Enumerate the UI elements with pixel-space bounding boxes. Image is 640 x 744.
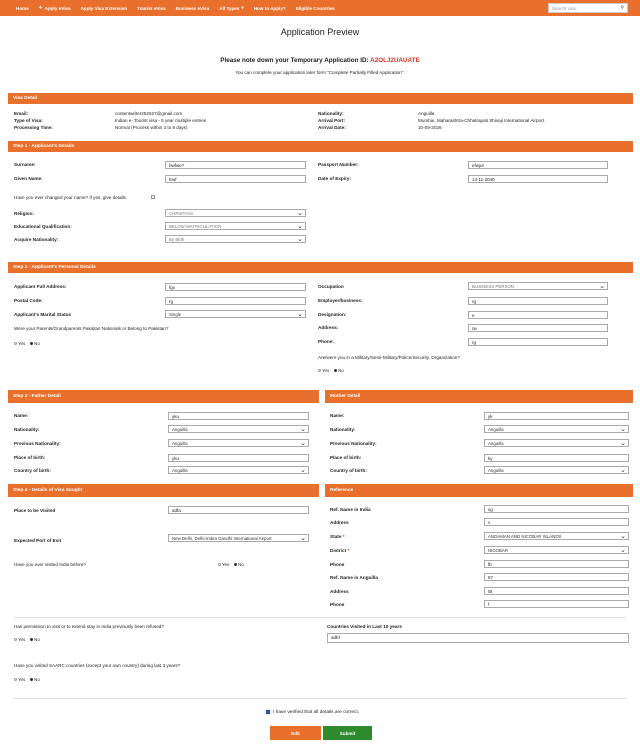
address-field[interactable]: fgx [165, 283, 306, 291]
ref-state-label: State * [330, 534, 345, 539]
arrival-port-label: Arrival Port: [318, 118, 346, 123]
employer-address-field[interactable]: rw [468, 324, 608, 332]
countries-visited-label: Countries Visited in Last 10 years [327, 624, 402, 629]
nav-how-to-apply[interactable]: How to Apply? [253, 5, 286, 11]
search-icon[interactable]: ⚲ [620, 5, 624, 11]
chevron-down-icon: ⌄ [300, 467, 306, 474]
surname-label: Surname: [14, 162, 36, 167]
ref-india-label: Ref. Name in India [330, 507, 371, 512]
given-name-field[interactable]: Ewf [165, 175, 306, 183]
nav-all-types[interactable]: All Types ▾ [219, 5, 244, 11]
step3-header: Step 3 - Father Detail [8, 390, 319, 403]
father-pob-field[interactable]: yku [168, 454, 309, 462]
father-prev-nationality-label: Previous Nationality: [14, 441, 61, 446]
occupation-select[interactable]: BUSINESS PERSON ⌄ [468, 282, 608, 290]
visa-detail-header: Visa Detail [8, 93, 633, 104]
radio-no[interactable]: No [30, 677, 40, 682]
employer-phone-label: Phone: [318, 339, 334, 344]
step1-header: Step 1 - Applicant's Details [8, 141, 633, 152]
marital-select[interactable]: Single ⌄ [165, 310, 306, 318]
mother-cob-label: Country of birth: [330, 468, 367, 473]
father-nationality-label: Nationality: [14, 427, 40, 432]
ref-home-label: Ref. Name in Anguilla [330, 575, 379, 580]
designation-field[interactable]: e [468, 311, 608, 319]
visa-type-label: Type of Visa: [14, 118, 43, 123]
nationality-label: Nationality: [318, 111, 344, 116]
ref-phone2-label: Phone [330, 602, 345, 607]
mother-header: Mother Detail [325, 390, 633, 403]
visited-india-question: Have you ever visited India before? [14, 562, 87, 567]
chevron-down-icon: ⌄ [620, 426, 626, 433]
mother-nationality-select[interactable]: Anguilla ⌄ [484, 425, 629, 433]
subnote: You can complete your application later form "Complete Partially Filled Application". [235, 70, 405, 75]
top-nav [0, 0, 640, 16]
father-pob-label: Place of birth: [14, 455, 46, 460]
occupation-label: Occupation [318, 284, 344, 289]
refused-question: Has permission to visit or to extend stay in India previously been refused? [14, 624, 164, 629]
radio-yes[interactable]: Yes [218, 562, 229, 567]
email-label: Email: [14, 111, 29, 116]
ref-india-field[interactable]: xg [484, 505, 629, 513]
processing-label: Processing Time: [14, 125, 53, 130]
visited-india-radio [218, 562, 244, 567]
refused-radio [14, 637, 40, 642]
submit-button[interactable]: Submit [323, 726, 372, 740]
radio-no[interactable]: No [334, 368, 344, 373]
parents-pakistan-radio [14, 341, 40, 346]
chevron-down-icon: ⌄ [297, 311, 303, 318]
ref-phone-field[interactable]: fb [484, 560, 629, 568]
verify-label: I have verified that all details are correct. [273, 710, 360, 715]
step4-header: Step 4 - Details of Visa Sought [8, 484, 319, 497]
chevron-down-icon: ⌄ [297, 236, 303, 243]
passport-field[interactable]: efwjut [468, 161, 608, 169]
divider [14, 698, 626, 699]
ref-state-select[interactable]: ANDAMAN AND NICOBAR ISLANDS ⌄ [484, 532, 629, 540]
countries-visited-field[interactable]: adfd [327, 633, 629, 643]
reference-header: Reference [325, 484, 633, 497]
nav-tourist-evisa[interactable]: Tourist eVisa [137, 5, 166, 11]
chevron-down-icon: ⌄ [620, 547, 626, 554]
arrival-date-label: Arrival Date: [318, 125, 346, 130]
port-exit-select[interactable]: New Delhi, Delhi-Indira Gandhi International Airport ⌄ [168, 534, 309, 542]
ref-home-field[interactable]: 87 [484, 573, 629, 581]
temp-id-note: Please note down your Temporary Application ID: A2OLJ2UAUATE [220, 57, 420, 64]
religion-select[interactable]: CHRISTIAN ⌄ [165, 209, 306, 217]
verify-checkbox[interactable] [266, 710, 270, 714]
saarc-question: Have you visited SAARC countries (except your own country) during last 3 years? [14, 663, 181, 668]
nav-home[interactable]: Home [16, 5, 29, 11]
mother-prev-nationality-select[interactable]: Anguilla ⌄ [484, 439, 629, 447]
ref-address2-label: Address [330, 589, 349, 594]
chevron-down-icon: ⌄ [297, 210, 303, 217]
place-visited-field[interactable]: adfa [168, 506, 309, 514]
father-name-field[interactable]: yku [168, 412, 309, 420]
page-title: Application Preview [280, 27, 360, 37]
mother-name-label: Name: [330, 413, 345, 418]
radio-yes[interactable]: Yes [14, 637, 25, 642]
radio-yes[interactable]: Yes [14, 341, 25, 346]
radio-yes[interactable]: Yes [14, 677, 25, 682]
processing-value: Normal (Process within 3 to 8 days) [115, 125, 188, 130]
military-radio [318, 368, 344, 373]
plane-icon: ✈ [38, 5, 43, 10]
email-value: contentwriter252627@gmail.com [115, 111, 183, 116]
father-cob-select[interactable]: Anguilla ⌄ [168, 466, 309, 474]
expiry-label: Date of Expiry: [318, 176, 352, 181]
arrival-date-value: 10-09-2026 [418, 125, 442, 130]
ref-district-label: District * [330, 548, 350, 553]
education-select[interactable]: BELOW MATRICULATION ⌄ [165, 222, 306, 230]
search-input[interactable]: Search visa... ⚲ [548, 3, 628, 13]
postal-label: Postal Code: [14, 298, 43, 303]
ref-district-select[interactable]: NICOBAR ⌄ [484, 546, 629, 554]
mother-pob-field[interactable]: ky [484, 454, 629, 462]
ref-phone2-field[interactable]: f [484, 600, 629, 608]
religion-label: Religion: [14, 211, 35, 216]
step2-header: Step 2 - Applicant's Personal Details [8, 262, 633, 273]
chevron-down-icon: ⌄ [300, 426, 306, 433]
military-question: Are/were you in a Military/Semi-Military/Police/Security. Organization? [318, 355, 460, 360]
nav-visa-extension[interactable]: Apply Visa Extension [80, 5, 128, 11]
chevron-down-icon: ⌄ [300, 535, 306, 542]
ref-address2-field[interactable]: /B [484, 587, 629, 595]
address-label: Applicant Full Address: [14, 284, 67, 289]
mother-nationality-label: Nationality: [330, 427, 356, 432]
acquire-nationality-label: Acquire Nationality: [14, 237, 59, 242]
mother-cob-select[interactable]: Anguilla ⌄ [484, 466, 629, 474]
place-visited-label: Place to be Visited [14, 508, 56, 513]
father-name-label: Name: [14, 413, 29, 418]
visa-type-value: Indian e- Tourist visa - 5 year multiple entries [115, 118, 207, 123]
radio-no[interactable]: No [234, 562, 244, 567]
nav-apply-evisa[interactable]: ✈ Apply eVisa [38, 5, 71, 11]
education-label: Educational Qualification: [14, 224, 72, 229]
nationality-value: Anguilla [418, 111, 435, 116]
application-id: A2OLJ2UAUATE [370, 57, 420, 64]
designation-label: Designation: [318, 312, 347, 317]
port-exit-label: Expected Port of Exit [14, 538, 62, 543]
chevron-down-icon: ⌄ [300, 440, 306, 447]
chevron-down-icon: ⌄ [620, 533, 626, 540]
ref-phone-label: Phone [330, 562, 345, 567]
postal-field[interactable]: rg [165, 297, 306, 305]
ref-address-label: Address [330, 520, 349, 525]
nav-business-evisa[interactable]: Business eVisa [175, 5, 210, 11]
chevron-down-icon: ⌄ [620, 440, 626, 447]
radio-yes[interactable]: Yes [318, 368, 329, 373]
father-prev-nationality-select[interactable]: Anguilla ⌄ [168, 439, 309, 447]
employer-label: Employer/business: [318, 298, 363, 303]
mother-prev-nationality-label: Previous Nationality: [330, 441, 377, 446]
employer-phone-field[interactable]: rg [468, 338, 608, 346]
mother-name-field[interactable]: yk [484, 412, 629, 420]
mother-pob-label: Place of birth: [330, 455, 362, 460]
acquire-nationality-select[interactable]: By Birth ⌄ [165, 235, 306, 243]
father-nationality-select[interactable]: Anguilla ⌄ [168, 425, 309, 433]
chevron-down-icon: ⌄ [599, 283, 605, 290]
employer-address-label: Address: [318, 325, 339, 330]
radio-no[interactable]: No [30, 341, 40, 346]
radio-no[interactable]: No [30, 637, 40, 642]
nav-eligible-countries[interactable]: Eligible Countries [295, 5, 335, 11]
parents-pakistan-question: Were your Parents/Grandparents Pakistan Nationals or Belong to Pakistan? [14, 326, 169, 331]
father-cob-label: Country of birth: [14, 468, 51, 473]
marital-label: Applicant's Marital Status [14, 312, 72, 317]
surname-field[interactable]: bwfwe? [165, 161, 306, 169]
expiry-field[interactable]: 14-11-2040 [468, 175, 608, 183]
employer-field[interactable]: rg [468, 297, 608, 305]
ref-address-field[interactable]: v [484, 518, 629, 526]
saarc-radio [14, 677, 40, 682]
name-changed-question: Have you ever changed your name? If yes, give details. [14, 195, 128, 200]
passport-label: Passport Number: [318, 162, 359, 167]
divider [14, 617, 626, 618]
arrival-port-value: Mumbai, Maharashtra-Chhatrapati Shivaji International Airport. [418, 118, 546, 123]
caret-down-icon: ▾ [241, 5, 244, 10]
name-changed-checkbox[interactable] [151, 195, 155, 199]
chevron-down-icon: ⌄ [297, 223, 303, 230]
edit-button[interactable]: Edit [270, 726, 321, 740]
given-name-label: Given Name: [14, 176, 43, 181]
chevron-down-icon: ⌄ [620, 467, 626, 474]
